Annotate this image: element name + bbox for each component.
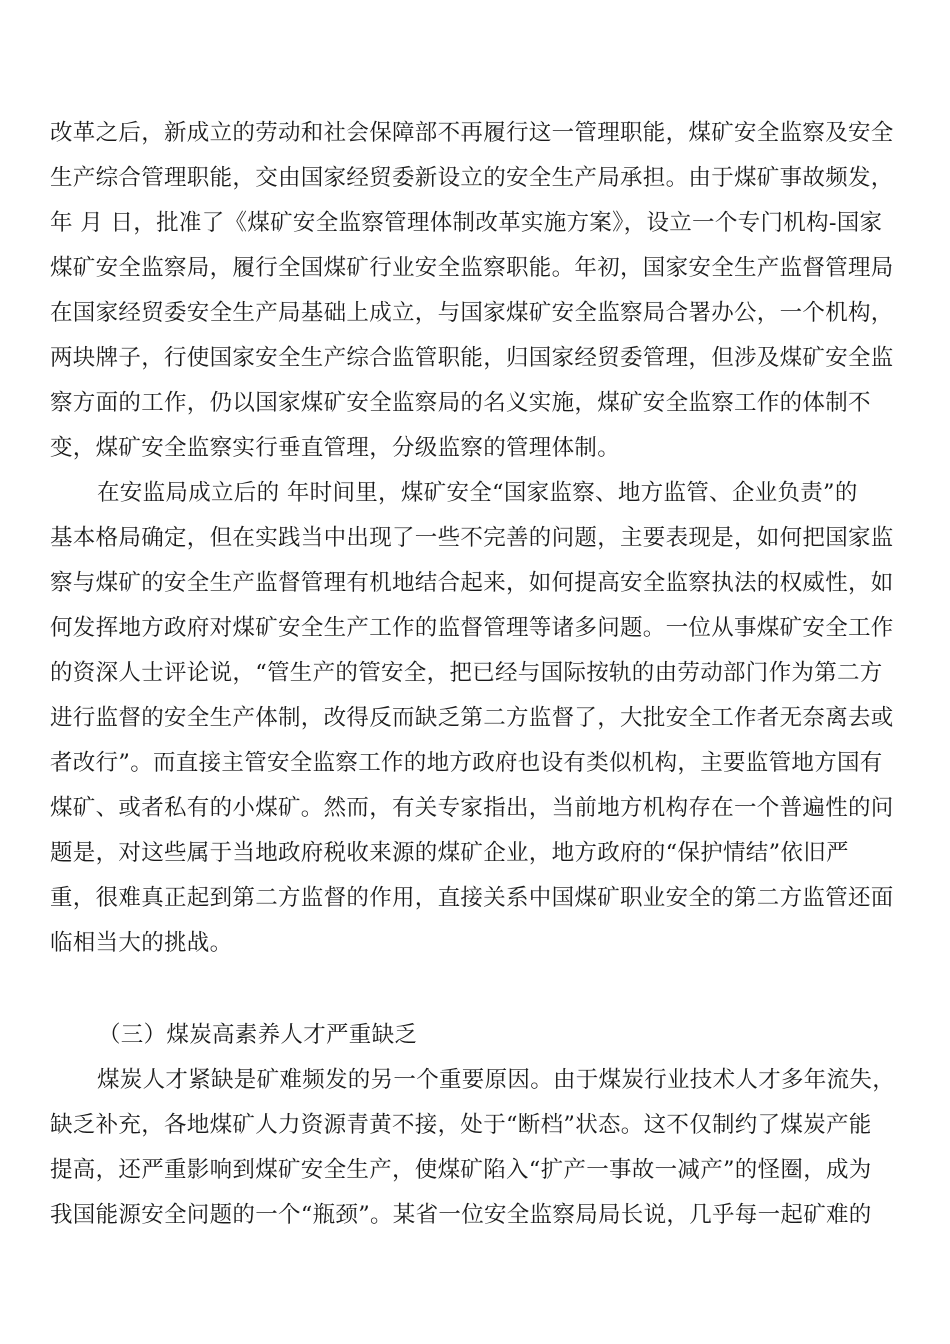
text-line: 提高，还严重影响到煤矿安全生产，使煤矿陷入“扩产一事故一减产”的怪圈，成为 xyxy=(50,1157,872,1183)
paragraph-first-line: 煤炭人才紧缺是矿难频发的另一个重要原因。由于煤炭行业技术人才多年流失， xyxy=(97,1067,896,1093)
text-line: 缺乏补充，各地煤矿人力资源青黄不接，处于“断档”状态。这不仅制约了煤炭产能 xyxy=(50,1112,872,1138)
text-line: 两块牌子，行使国家安全生产综合监管职能，归国家经贸委管理，但涉及煤矿安全监 xyxy=(50,345,894,371)
text-line: 何发挥地方政府对煤矿安全生产工作的监督管理等诸多问题。一位从事煤矿安全工作 xyxy=(50,615,894,641)
text-line: 察与煤矿的安全生产监督管理有机地结合起来，如何提高安全监察执法的权威性，如 xyxy=(50,570,894,596)
text-line: 临相当大的挑战。 xyxy=(50,930,233,956)
text-line: 变，煤矿安全监察实行垂直管理，分级监察的管理体制。 xyxy=(50,435,621,461)
text-line: 者改行”。而直接主管安全监察工作的地方政府也设有类似机构，主要监管地方国有 xyxy=(50,750,883,776)
section-heading: （三）煤炭高素养人才严重缺乏 xyxy=(98,1022,418,1048)
text-line: 改革之后，新成立的劳动和社会保障部不再履行这一管理职能，煤矿安全监察及安全 xyxy=(50,120,894,146)
text-line: 生产综合管理职能，交由国家经贸委新设立的安全生产局承担。由于煤矿事故频发， xyxy=(50,165,894,191)
text-line: 进行监督的安全生产体制，改得反而缺乏第二方监督了，大批安全工作者无奈离去或 xyxy=(50,705,894,731)
text-line: 重，很难真正起到第二方监督的作用，直接关系中国煤矿职业安全的第二方监管还面 xyxy=(50,885,894,911)
text-line: 年 月 日，批准了《煤矿安全监察管理体制改革实施方案》，设立一个专门机构-国家 xyxy=(50,210,883,236)
text-line: 在国家经贸委安全生产局基础上成立，与国家煤矿安全监察局合署办公，一个机构， xyxy=(50,300,894,326)
text-line: 察方面的工作，仍以国家煤矿安全监察局的名义实施，煤矿安全监察工作的体制不 xyxy=(50,390,871,416)
text-line: 的资深人士评论说，“管生产的管安全，把已经与国际按轨的由劳动部门作为第二方 xyxy=(50,660,883,686)
text-line: 煤矿、或者私有的小煤矿。然而，有关专家指出，当前地方机构存在一个普遍性的问 xyxy=(50,795,894,821)
text-line: 基本格局确定，但在实践当中出现了一些不完善的问题，主要表现是，如何把国家监 xyxy=(50,525,894,551)
text-line: 我国能源安全问题的一个“瓶颈”。某省一位安全监察局局长说，几乎每一起矿难的 xyxy=(50,1202,872,1228)
paragraph-first-line: 在安监局成立后的 年时间里，煤矿安全“国家监察、地方监管、企业负责”的 xyxy=(97,480,858,506)
text-line: 题是，对这些属于当地政府税收来源的煤矿企业，地方政府的“保护情结”依旧严 xyxy=(50,840,849,866)
text-line: 煤矿安全监察局，履行全国煤矿行业安全监察职能。年初，国家安全生产监督管理局 xyxy=(50,255,894,281)
